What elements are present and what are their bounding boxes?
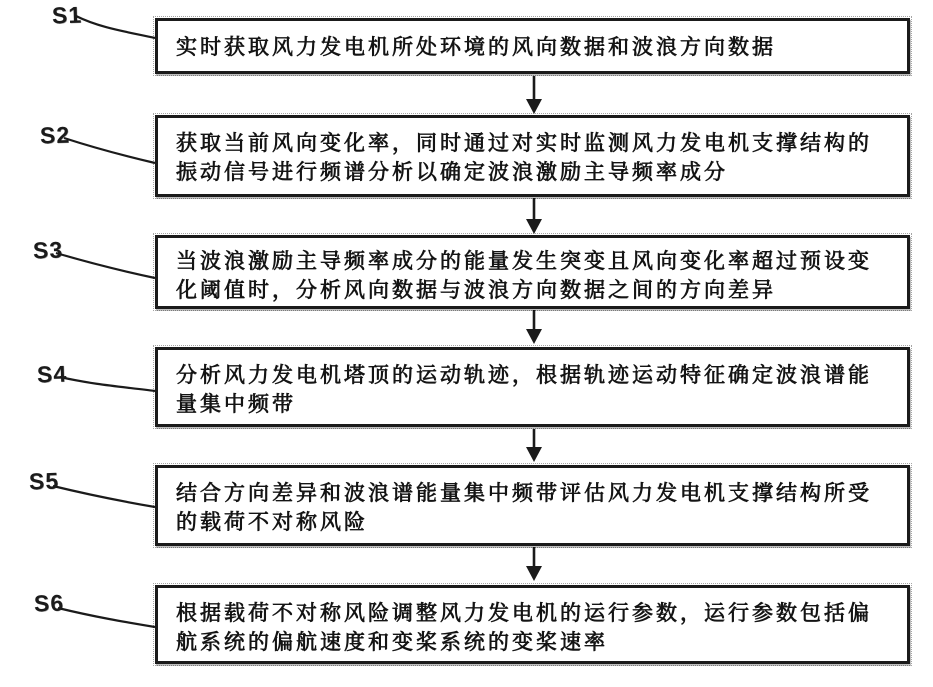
step-text-line: 结合方向差异和波浪谱能量集中频带评估风力发电机支撑结构所受 [176, 482, 872, 505]
step-text-line: 化阈值时，分析风向数据与波浪方向数据之间的方向差异 [176, 279, 776, 302]
leader-line-s1 [76, 16, 155, 38]
step-box-s3 [155, 235, 910, 309]
step-label-s3: S3 [32, 236, 64, 264]
leader-line-s3 [56, 253, 155, 278]
step-text-line: 量集中频带 [176, 393, 296, 416]
leader-line-s4 [60, 377, 155, 391]
step-label-s1: S1 [51, 1, 83, 29]
down-arrow-2 [526, 198, 542, 234]
leader-line-s6 [58, 608, 155, 627]
arrow-head-icon [526, 447, 542, 462]
step-box-s4 [155, 347, 910, 427]
down-arrow-1 [526, 76, 542, 114]
arrow-head-icon [526, 219, 542, 234]
step-text-line: 振动信号进行频谱分析以确定波浪激励主导频率成分 [176, 161, 728, 184]
down-arrow-4 [526, 429, 542, 462]
leader-line-s5 [53, 486, 155, 507]
step-box-s2 [155, 115, 910, 197]
step-box-s5 [155, 465, 910, 546]
step-text-line: 的载荷不对称风险 [176, 511, 368, 534]
step-label-s2: S2 [39, 121, 71, 149]
down-arrow-5 [526, 547, 542, 581]
step-label-s4: S4 [36, 360, 68, 388]
down-arrow-3 [526, 310, 542, 344]
step-text-line: 根据载荷不对称风险调整风力发电机的运行参数，运行参数包括偏 [176, 602, 872, 625]
step-box-s6 [155, 585, 910, 664]
step-box-s1 [155, 18, 910, 74]
arrow-head-icon [526, 329, 542, 344]
leader-line-s2 [64, 138, 155, 163]
step-text-line: 分析风力发电机塔顶的运动轨迹，根据轨迹运动特征确定波浪谱能 [176, 364, 872, 387]
step-text-line: 航系统的偏航速度和变桨系统的变桨速率 [176, 631, 608, 654]
arrow-head-icon [526, 566, 542, 581]
step-text-line: 当波浪激励主导频率成分的能量发生突变且风向变化率超过预设变 [176, 250, 872, 273]
step-label-s6: S6 [33, 589, 65, 617]
step-label-s5: S5 [28, 467, 60, 495]
step-text-line: 获取当前风向变化率，同时通过对实时监测风力发电机支撑结构的 [176, 132, 872, 155]
step-text-line: 实时获取风力发电机所处环境的风向数据和波浪方向数据 [176, 36, 776, 59]
arrow-head-icon [526, 99, 542, 114]
